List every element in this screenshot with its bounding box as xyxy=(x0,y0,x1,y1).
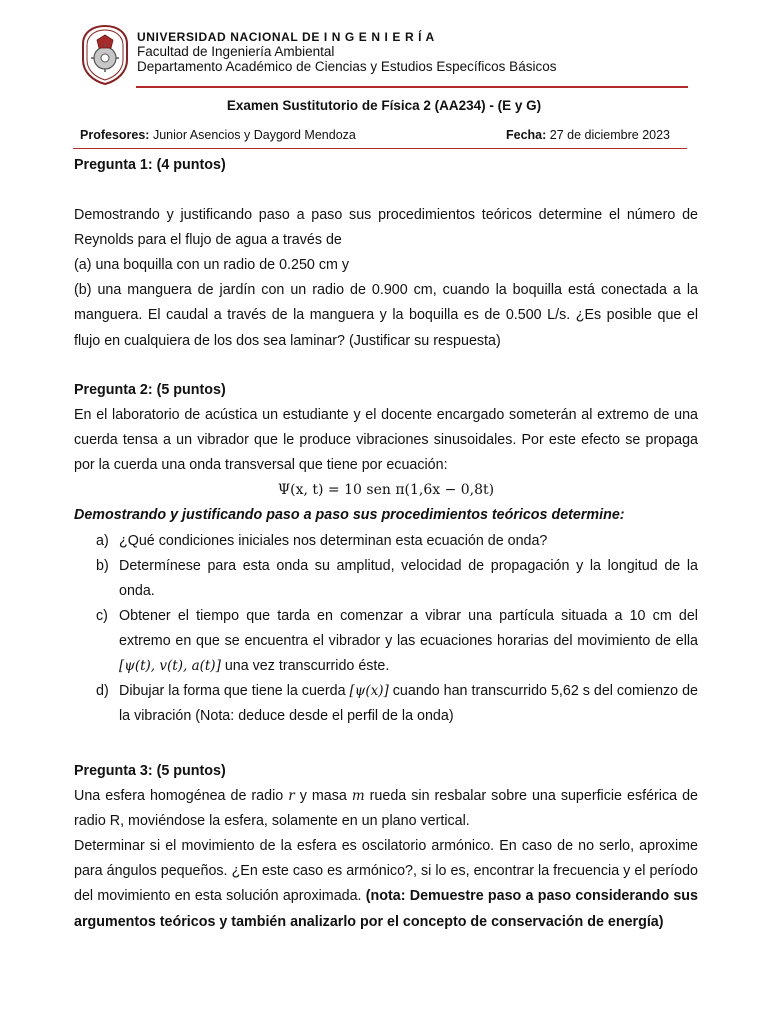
exam-title: Examen Sustitutorio de Física 2 (AA234) - (E y G) xyxy=(226,98,542,113)
header-divider xyxy=(136,86,688,88)
institution-block xyxy=(137,30,697,74)
text-run: y masa xyxy=(294,788,352,805)
department-name: Departamento Académico de Ciencias y Estudios Específicos Básicos xyxy=(137,59,557,74)
item-text: Dibujar la forma que tiene la cuerda xyxy=(119,683,350,700)
question-2 xyxy=(74,378,698,729)
letterhead xyxy=(80,22,688,88)
question-1-intro: Demostrando y justificando paso a paso sus procedimientos teóricos determine el número de Reynolds para el flujo de agua a través de xyxy=(74,207,698,249)
list-item xyxy=(74,679,698,729)
date-label: Fecha: xyxy=(506,128,547,142)
question-2-intro: En el laboratorio de acústica un estudiante y el docente encargado someterán al extremo de una cuerda tensa a un vibrador que le produce vibraciones sinusoidales. Por este efecto se propaga por la cuerda una onda transversal que tiene por ecuación: xyxy=(74,407,698,474)
question-1-part-a: (a) una boquilla con un radio de 0.250 cm y xyxy=(74,257,349,274)
exam-date: 27 de diciembre 2023 xyxy=(549,128,671,142)
question-3-paragraph-1 xyxy=(74,784,698,834)
uni-seal-icon xyxy=(80,24,130,86)
text-run: Una esfera homogénea de radio xyxy=(74,788,289,805)
text-run: rueda sin resbalar sobre una superficie esférica de radio R, moviéndose la esfera, solamente en un plano vertical. xyxy=(74,788,698,830)
date-line xyxy=(506,128,670,143)
item-marker: d) xyxy=(96,683,109,700)
professors-names: Junior Asencios y Daygord Mendoza xyxy=(152,128,356,142)
wave-equation: Ψ(x, t) = 10 sen π(1,6x − 0,8t) xyxy=(277,482,495,499)
radius-symbol: r xyxy=(288,788,295,805)
question-2-heading: Pregunta 2: (5 puntos) xyxy=(74,382,226,398)
item-marker: c) xyxy=(96,607,108,624)
question-3-paragraph-2 xyxy=(74,834,698,934)
question-1-part-b: (b) una manguera de jardín con un radio de 0.900 cm, cuando la boquilla está conectada a la manguera. El caudal a través de la manguera y la boquilla es de 0.500 L/s. ¿Es posible que el flujo en cualquiera de los dos sea laminar? (Justificar su respuesta) xyxy=(74,282,698,349)
item-text: Determínese para esta onda su amplitud, velocidad de propagación y la longitud de la onda. xyxy=(119,557,698,599)
question-1-heading: Pregunta 1: (4 puntos) xyxy=(74,157,226,173)
item-math: [ψ(t), v(t), a(t)] xyxy=(119,658,221,675)
item-text: cuando han transcurrido 5,62 s del comienzo de la vibración (Nota: deduce desde el perfil de la onda) xyxy=(119,683,699,725)
item-text: Obtener el tiempo que tarda en comenzar a vibrar una partícula situada a 10 cm del extremo en que se encuentra el vibrador y las ecuaciones horarias del movimiento de ella xyxy=(119,607,698,649)
item-marker: b) xyxy=(96,557,109,574)
list-item xyxy=(74,529,698,554)
mass-symbol: m xyxy=(351,788,365,805)
list-item xyxy=(74,604,698,679)
question-3 xyxy=(74,759,698,935)
item-marker: a) xyxy=(96,532,109,549)
professors-label: Profesores: xyxy=(80,128,150,142)
faculty-name: Facultad de Ingeniería Ambiental xyxy=(137,44,335,59)
university-name: UNIVERSIDAD NACIONAL DE I N G E N I E R Í A xyxy=(137,30,435,44)
question-3-heading: Pregunta 3: (5 puntos) xyxy=(74,763,226,779)
question-2-instruction: Demostrando y justificando paso a paso sus procedimientos teóricos determine: xyxy=(74,507,625,524)
text-run: Determinar si el movimiento de la esfera es oscilatorio armónico. En caso de no serlo, aproxime para ángulos pequeños. ¿En este caso es armónico?, si lo es, encontrar la frecuencia y el período del movimiento en esta solución aproximada. xyxy=(74,838,698,905)
professors-line xyxy=(80,128,356,143)
item-math: [ψ(x)] xyxy=(349,683,389,700)
question-1 xyxy=(74,153,698,354)
list-item xyxy=(74,554,698,604)
question-2-items xyxy=(74,529,698,730)
bold-note: (nota: Demuestre paso a paso considerando sus argumentos teóricos y también analizarlo por el concepto de conservación de energía) xyxy=(74,888,698,930)
item-text: ¿Qué condiciones iniciales nos determinan esta ecuación de onda? xyxy=(119,532,548,549)
subheader-divider xyxy=(73,148,687,149)
item-text: una vez transcurrido éste. xyxy=(220,658,390,675)
